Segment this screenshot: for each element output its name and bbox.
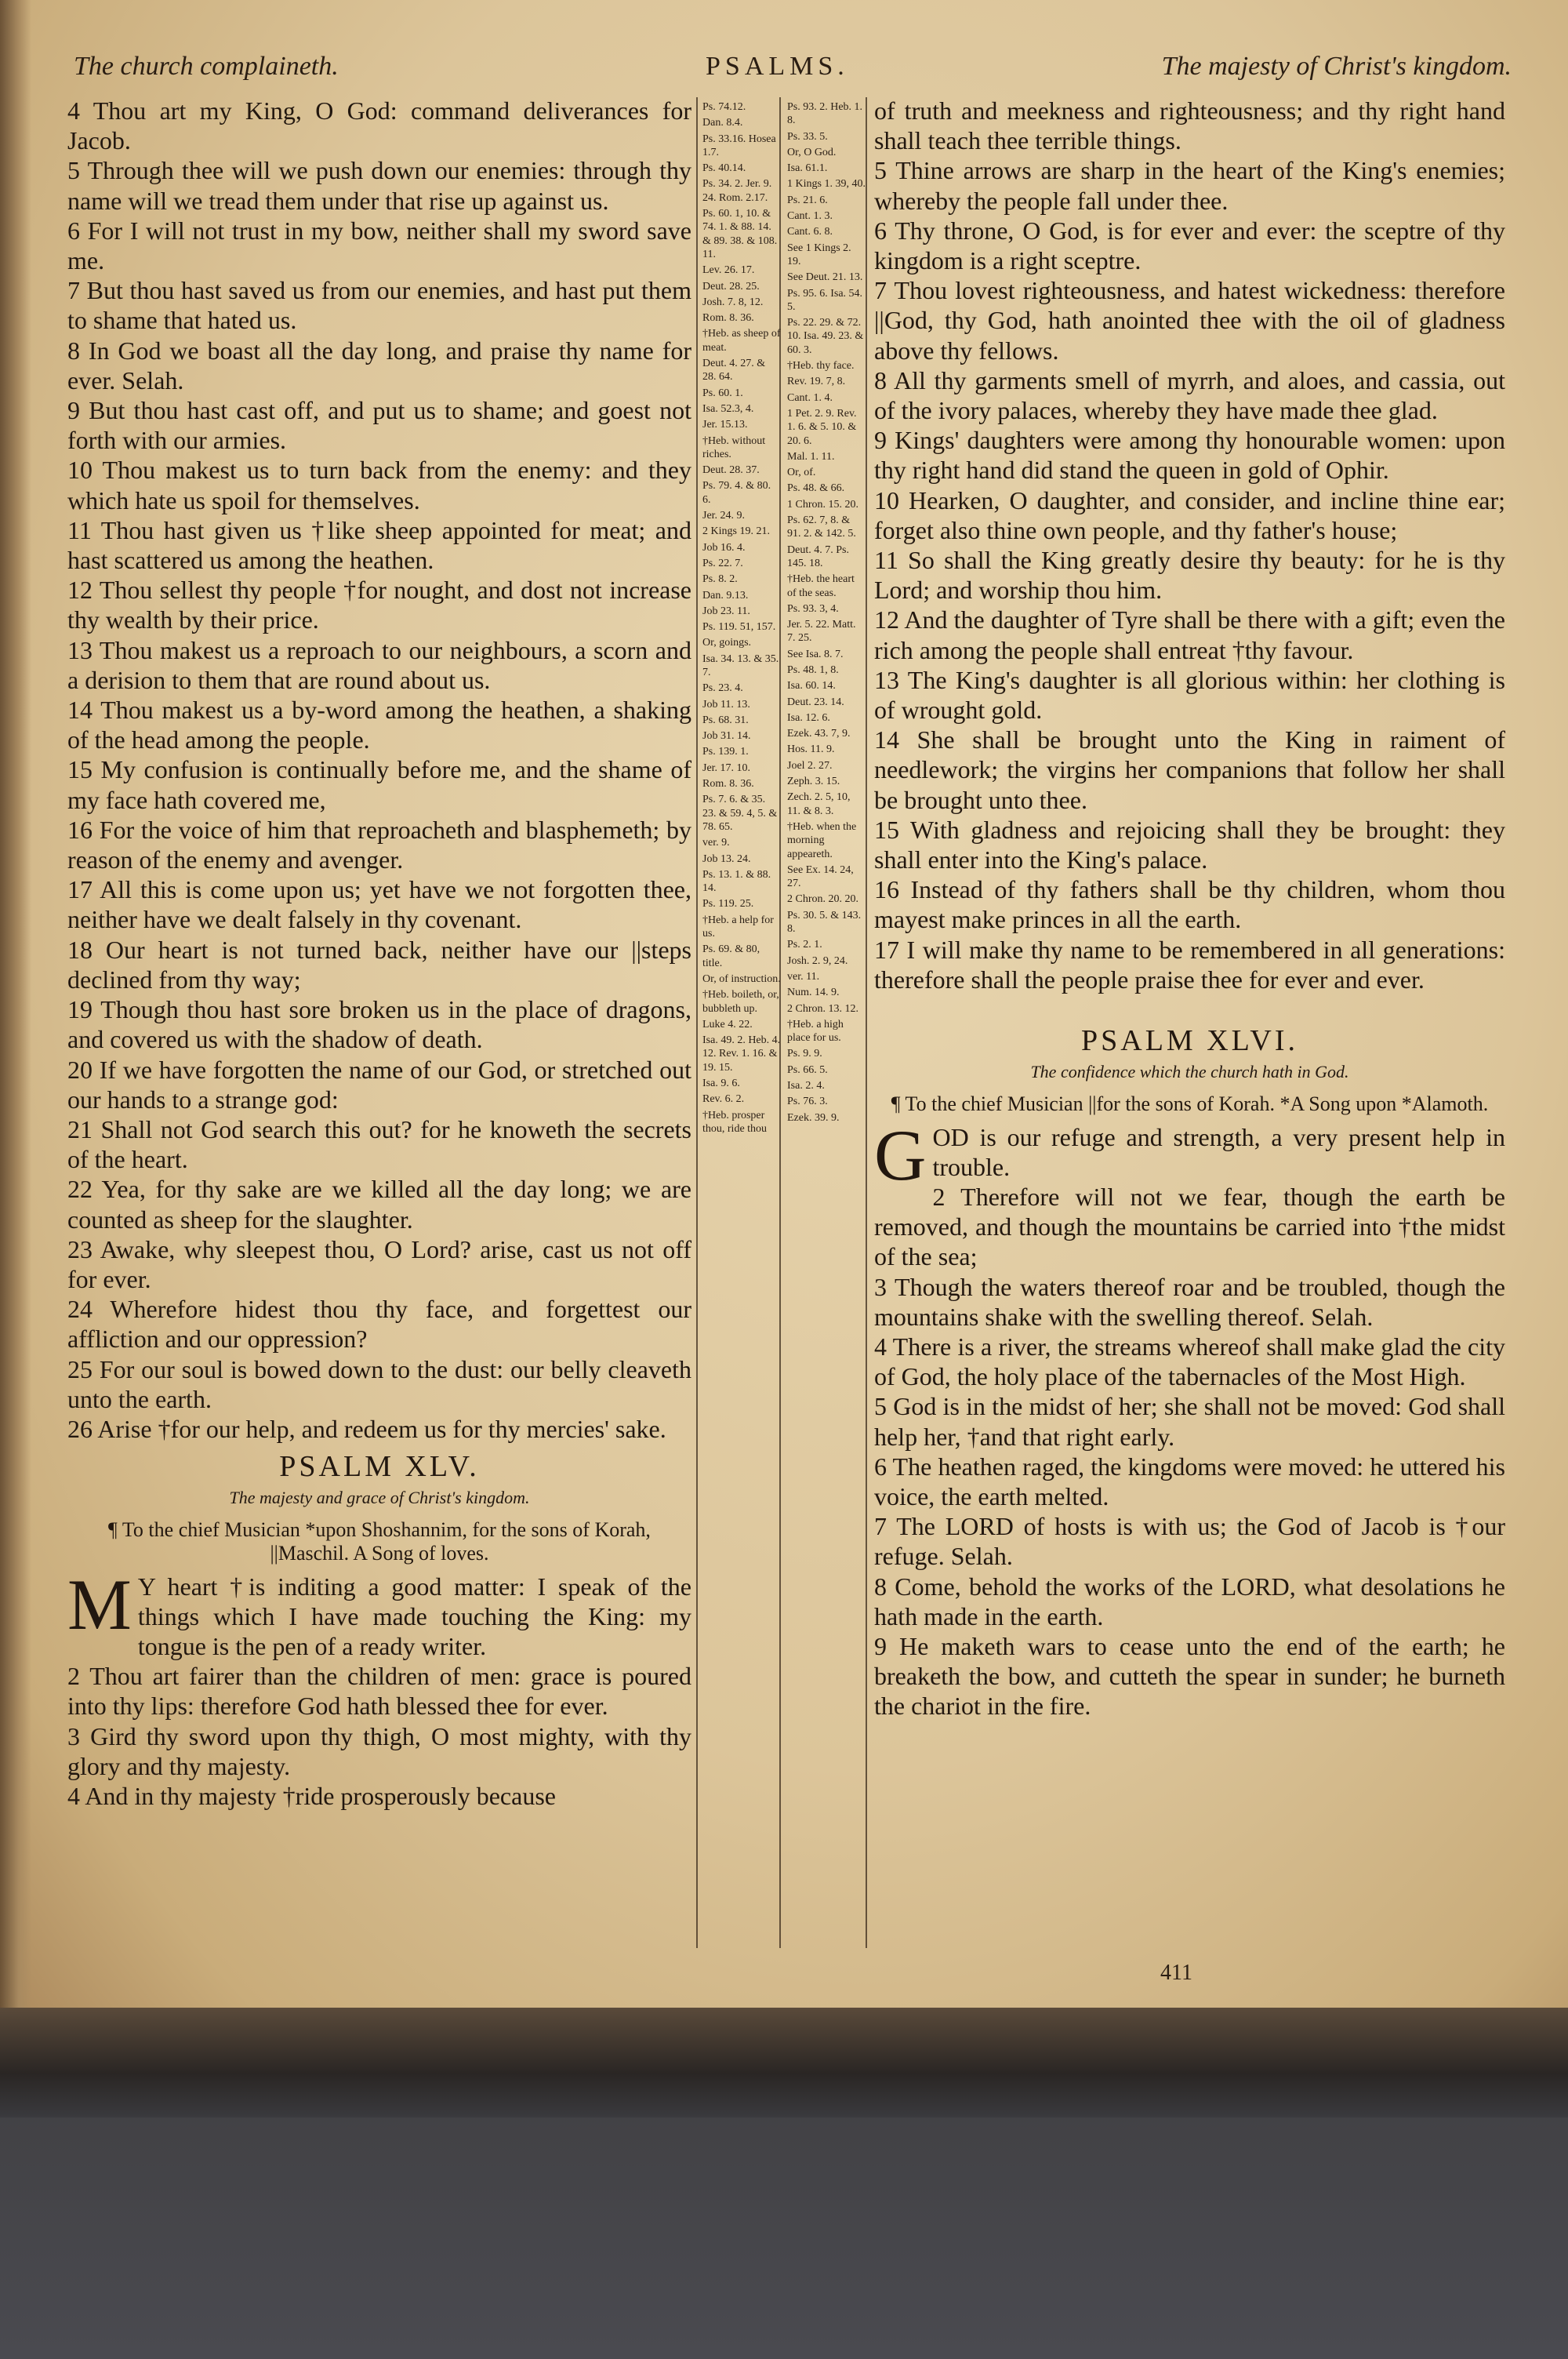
column-rule [696, 97, 698, 1948]
cross-reference: Luke 4. 22. [702, 1018, 753, 1030]
verse: 6 The heathen raged, the kingdoms were moved: he uttered his voice, the earth melted. [874, 1452, 1505, 1510]
cross-reference: Cant. 6. 8. [787, 226, 833, 238]
cross-reference: Job 23. 11. [702, 605, 750, 617]
running-head-right: The majesty of Christ's kingdom. [1161, 52, 1512, 81]
cross-reference: Jer. 5. 22. Matt. 7. 25. [787, 619, 856, 645]
cross-reference: Isa. 12. 6. [787, 711, 830, 724]
cross-reference: Isa. 61.1. [787, 162, 828, 175]
cross-reference: See Ex. 14. 24, 27. [787, 863, 854, 890]
cross-reference: Ps. 13. 1. & 88. 14. [702, 868, 771, 895]
cross-reference: Isa. 9. 6. [702, 1078, 740, 1089]
cross-reference: Deut. 4. 27. & 28. 64. [702, 358, 766, 383]
cross-reference: Ps. 22. 7. [702, 557, 743, 569]
cross-reference: Mal. 1. 11. [787, 450, 835, 463]
cross-reference: Ps. 60. 1. [702, 387, 743, 399]
verse: 4 And in thy majesty †ride prosperously because [67, 1781, 556, 1810]
verse: 14 Thou makest us a by-word among the heathen, a shaking of the head among the people. [67, 696, 691, 754]
verse: 7 Thou lovest righteousness, and hatest wickedness: therefore ||God, thy God, hath anointed thee with the oil of gladness above thy fellows. [874, 276, 1505, 365]
cross-reference: Deut. 23. 14. [787, 696, 844, 708]
psalm-inscription: ¶ To the chief Musician *upon Shoshannim, for the sons of Korah, ||Maschil. A Song of loves. [108, 1518, 651, 1565]
cross-reference: †Heb. a help for us. [702, 914, 774, 940]
verse-list-psalm44 [67, 96, 691, 1444]
verse: 5 Through thee will we push down our enemies: through thy name will we tread them under that rise up against us. [67, 156, 691, 215]
cross-reference: Job 13. 24. [702, 852, 751, 865]
cross-reference: Ezek. 43. 7, 9. [787, 728, 851, 740]
verse: of truth and meekness and righteousness; and thy right hand shall teach thee terrible things. [874, 96, 1505, 155]
cross-reference: Cant. 1. 3. [787, 210, 833, 223]
verse: 24 Wherefore hidest thou thy face, and forgettest our affliction and our oppression? [67, 1295, 691, 1354]
cross-reference: Ps. 66. 5. [787, 1063, 828, 1076]
cross-reference: 2 Chron. 13. 12. [787, 1002, 858, 1015]
cross-reference: Ps. 21. 6. [787, 194, 828, 206]
verse: 11 Thou hast given us †like sheep appointed for meat; and hast scattered us among the heathen. [67, 515, 691, 575]
verse-list-psalm45-cont [874, 96, 1505, 994]
cross-reference: Hos. 11. 9. [787, 743, 835, 756]
drop-cap: G [874, 1114, 927, 1195]
cross-reference: See Isa. 8. 7. [787, 648, 844, 660]
cross-reference: Job 16. 4. [702, 541, 746, 554]
verse-list-psalm46 [874, 1182, 1505, 1721]
cross-reference: Isa. 34. 13. & 35. 7. [702, 652, 779, 678]
verse: 5 God is in the midst of her; she shall not be moved: God shall help her, †and that right early. [874, 1392, 1505, 1451]
verse: 22 Yea, for thy sake are we killed all the day long; we are counted as sheep for the slaughter. [67, 1175, 691, 1234]
cross-reference: Ps. 33. 5. [787, 130, 828, 143]
cross-reference-column [787, 100, 866, 1127]
cross-reference: Ps. 48. 1, 8. [787, 663, 839, 676]
page-number: 411 [1160, 1961, 1192, 1985]
cross-reference: ver. 9. [702, 837, 730, 849]
cross-reference: Rom. 8. 36. [702, 312, 754, 325]
cross-reference: ver. 11. [787, 970, 820, 983]
cross-reference: Ps. 7. 6. & 35. 23. & 59. 4, 5. & 78. 65. [702, 794, 778, 833]
cross-reference: Ps. 33.16. Hosea 1.7. [702, 133, 776, 158]
cross-reference: Dan. 8.4. [702, 117, 743, 129]
verse: 13 The King's daughter is all glorious within: her clothing is of wrought gold. [874, 665, 1505, 725]
psalm-opening-verse [67, 1564, 691, 1662]
desk-shadow [0, 2008, 1568, 2117]
cross-reference: †Heb. as sheep of meat. [702, 328, 781, 354]
psalm-heading: PSALM XLVI. [1081, 1024, 1298, 1058]
cross-reference: †Heb. thy face. [787, 360, 855, 373]
verse: 19 Though thou hast sore broken us in the place of dragons, and covered us with the shadow of death. [67, 995, 691, 1054]
psalm-summary: The confidence which the church hath in God. [1030, 1062, 1349, 1082]
cross-reference: Ps. 69. & 80, title. [702, 943, 760, 969]
cross-reference: Ps. 76. 3. [787, 1096, 828, 1108]
cross-reference: Ps. 119. 51, 157. [702, 621, 776, 634]
cross-reference: †Heb. prosper thou, ride thou [702, 1109, 768, 1135]
cross-reference: Ps. 74.12. [702, 101, 746, 113]
cross-reference: Ps. 95. 6. Isa. 54. 5. [787, 287, 863, 313]
cross-reference: Zech. 2. 5, 10, 11. & 8. 3. [787, 791, 851, 817]
cross-reference: Job 11. 13. [702, 698, 750, 711]
cross-reference: Isa. 60. 14. [787, 680, 836, 692]
verse: 25 For our soul is bowed down to the dust: our belly cleaveth unto the earth. [67, 1354, 691, 1413]
cross-reference: Ps. 139. 1. [702, 746, 749, 758]
cross-reference: See 1 Kings 2. 19. [787, 242, 851, 267]
verse: 4 Thou art my King, O God: command deliverances for Jacob. [67, 96, 691, 155]
verse: 7 The LORD of hosts is with us; the God of Jacob is †our refuge. Selah. [874, 1512, 1505, 1571]
cross-reference: Rom. 8. 36. [702, 778, 754, 791]
cross-reference: 2 Kings 19. 21. [702, 525, 770, 538]
verse: 12 And the daughter of Tyre shall be there with a gift; even the rich among the people shall entreat †thy favour. [874, 605, 1505, 664]
cross-reference: 2 Chron. 20. 20. [787, 893, 858, 906]
cross-reference: Isa. 2. 4. [787, 1080, 825, 1092]
verse-text: OD is our refuge and strength, a very present help in trouble. [932, 1122, 1505, 1181]
cross-reference: Ps. 22. 29. & 72. 10. Isa. 49. 23. & 60. 3. [787, 317, 864, 356]
cross-reference: Ps. 34. 2. Jer. 9. 24. Rom. 2.17. [702, 178, 772, 204]
verse: 11 So shall the King greatly desire thy beauty: for he is thy Lord; and worship thou him. [874, 546, 1505, 605]
verse-list-psalm45 [67, 1661, 691, 1811]
cross-reference: †Heb. a high place for us. [787, 1018, 844, 1045]
cross-reference: Deut. 4. 7. Ps. 145. 18. [787, 543, 849, 569]
cross-reference: †Heb. the heart of the seas. [787, 573, 855, 599]
verse: 9 But thou hast cast off, and put us to shame; and goest not forth with our armies. [67, 396, 691, 455]
cross-reference: Or, goings. [702, 637, 752, 649]
verse: 3 Gird thy sword upon thy thigh, O most mighty, with thy glory and thy majesty. [67, 1721, 691, 1780]
verse: 8 Come, behold the works of the LORD, what desolations he hath made in the earth. [874, 1572, 1505, 1630]
cross-reference: See Deut. 21. 13. [787, 271, 863, 284]
cross-reference: Ps. 62. 7, 8. & 91. 2. & 142. 5. [787, 514, 856, 540]
cross-reference: Ps. 40.14. [702, 162, 746, 175]
cross-reference: Ps. 23. 4. [702, 682, 743, 695]
verse: 4 There is a river, the streams whereof shall make glad the city of God, the holy place of the tabernacles of the Most High. [874, 1332, 1505, 1391]
cross-reference: Or, of instruction. [702, 972, 781, 985]
cross-reference: 1 Pet. 2. 9. Rev. 1. 6. & 5. 10. & 20. 6. [787, 407, 857, 447]
verse: 26 Arise †for our help, and redeem us for thy mercies' sake. [67, 1414, 666, 1443]
cross-reference: Rev. 6. 2. [702, 1093, 745, 1106]
psalm-inscription: ¶ To the chief Musician ||for the sons of Korah. *A Song upon *Alamoth. [891, 1092, 1489, 1115]
verse: 3 Though the waters thereof roar and be troubled, though the mountains shake with the swelling thereof. Selah. [874, 1272, 1505, 1331]
cross-reference: Ps. 68. 31. [702, 714, 749, 726]
cross-reference: †Heb. boileth, or, bubbleth up. [702, 989, 779, 1015]
cross-reference: Cant. 1. 4. [787, 391, 833, 404]
book-gutter [0, 0, 31, 2039]
cross-reference: Jer. 24. 9. [702, 510, 746, 522]
verse: 20 If we have forgotten the name of our God, or stretched out our hands to a strange god: [67, 1055, 691, 1114]
verse: 16 For the voice of him that reproacheth and blasphemeth; by reason of the enemy and avenger. [67, 815, 691, 874]
verse: 9 He maketh wars to cease unto the end of the earth; he breaketh the bow, and cutteth the spear in sunder; he burneth the chariot in the fire. [874, 1631, 1505, 1721]
cross-reference: †Heb. when the morning appeareth. [787, 820, 857, 860]
verse: 6 For I will not trust in my bow, neither shall my sword save me. [67, 216, 691, 275]
verse: 15 With gladness and rejoicing shall they be brought: they shall enter into the King's palace. [874, 815, 1505, 874]
cross-reference: Ps. 9. 9. [787, 1048, 822, 1060]
cross-reference: Ps. 79. 4. & 80. 6. [702, 480, 771, 506]
left-text-column [67, 96, 691, 1811]
cross-reference: Rev. 19. 7, 8. [787, 376, 846, 388]
cross-reference: Ps. 119. 25. [702, 898, 754, 911]
verse: 8 In God we boast all the day long, and praise thy name for ever. Selah. [67, 336, 691, 394]
verse: 16 Instead of thy fathers shall be thy children, whom thou mayest make princes in all the earth. [874, 875, 1505, 934]
cross-reference: Dan. 9.13. [702, 589, 749, 602]
column-rule [866, 97, 867, 1948]
cross-reference: Josh. 2. 9, 24. [787, 954, 848, 967]
cross-reference: 1 Kings 1. 39, 40. [787, 178, 866, 191]
cross-reference: Jer. 15.13. [702, 419, 748, 431]
cross-reference: Jer. 17. 10. [702, 761, 751, 774]
cross-reference: Ps. 48. & 66. [787, 482, 845, 495]
verse: 10 Thou makest us to turn back from the enemy: and they which hate us spoil for themselves. [67, 456, 691, 514]
verse: 13 Thou makest us a reproach to our neighbours, a scorn and a derision to them that are round about us. [67, 635, 691, 694]
verse: 23 Awake, why sleepest thou, O Lord? arise, cast us not off for ever. [67, 1234, 691, 1293]
drop-cap: M [67, 1564, 132, 1645]
cross-reference: 1 Chron. 15. 20. [787, 498, 858, 511]
cross-reference: Joel 2. 27. [787, 759, 833, 772]
cross-reference: Ps. 93. 2. Heb. 1. 8. [787, 101, 863, 127]
cross-reference: Ps. 8. 2. [702, 573, 738, 586]
cross-reference: Deut. 28. 25. [702, 280, 760, 293]
verse: 18 Our heart is not turned back, neither have our ||steps declined from thy way; [67, 935, 691, 994]
verse: 17 All this is come upon us; yet have we not forgotten thee, neither have we dealt falsely in thy covenant. [67, 875, 691, 934]
verse: 7 But thou hast saved us from our enemies, and hast put them to shame that hated us. [67, 276, 691, 335]
verse: 15 My confusion is continually before me, and the shame of my face hath covered me, [67, 755, 691, 814]
verse: 10 Hearken, O daughter, and consider, and incline thine ear; forget also thine own people, and thy father's house; [874, 485, 1505, 544]
verse-text: Y heart †is inditing a good matter: I speak of the things which I have made touching the King: my tongue is the pen of a ready writer. [137, 1572, 691, 1660]
verse: 12 Thou sellest thy people †for nought, and dost not increase thy wealth by their price. [67, 576, 691, 634]
psalm-heading: PSALM XLV. [279, 1450, 480, 1484]
psalm-opening-verse [874, 1114, 1505, 1195]
cross-reference: Ezek. 39. 9. [787, 1111, 840, 1124]
cross-reference: Deut. 28. 37. [702, 464, 760, 477]
cross-reference: Ps. 60. 1, 10. & 74. 1. & 88. 14. & 89. 38. & 108. 11. [702, 208, 778, 260]
verse: 2 Therefore will not we fear, though the earth be removed, and though the mountains be carried into †the midst of the sea; [874, 1182, 1505, 1271]
cross-reference: Isa. 49. 2. Heb. 4. 12. Rev. 1. 16. & 19. 15. [702, 1034, 781, 1074]
running-head-left: The church complaineth. [74, 52, 339, 81]
verse: 21 Shall not God search this out? for he knoweth the secrets of the heart. [67, 1114, 691, 1174]
verse: 6 Thy throne, O God, is for ever and ever: the sceptre of thy kingdom is a right sceptre. [874, 216, 1505, 275]
verse: 9 Kings' daughters were among thy honourable women: upon thy right hand did stand the queen in gold of Ophir. [874, 426, 1505, 485]
verse: 14 She shall be brought unto the King in raiment of needlework; the virgins her companions that follow her shall be brought unto thee. [874, 725, 1505, 814]
cross-reference: Josh. 7. 8, 12. [702, 296, 764, 308]
cross-reference: Job 31. 14. [702, 730, 751, 743]
running-head-book: PSALMS. [706, 52, 849, 81]
cross-reference: Lev. 26. 17. [702, 264, 755, 277]
verse: 8 All thy garments smell of myrrh, and aloes, and cassia, out of the ivory palaces, whereby they have made thee glad. [874, 365, 1505, 425]
psalm-summary: The majesty and grace of Christ's kingdom. [229, 1488, 530, 1508]
verse: 5 Thine arrows are sharp in the heart of the King's enemies; whereby the people fall under thee. [874, 156, 1505, 215]
cross-reference: Ps. 93. 3, 4. [787, 602, 839, 615]
verse: 2 Thou art fairer than the children of men: grace is poured into thy lips: therefore God hath blessed thee for ever. [67, 1662, 691, 1721]
cross-reference: Zeph. 3. 15. [787, 776, 840, 788]
verse: 17 I will make thy name to be remembered in all generations: therefore shall the people praise thee for ever and ever. [874, 935, 1505, 994]
cross-reference-column [702, 100, 781, 1138]
right-text-column [874, 96, 1505, 1721]
cross-reference: Num. 14. 9. [787, 987, 840, 999]
cross-reference: Or, O God. [787, 146, 837, 158]
cross-reference: Ps. 30. 5. & 143. 8. [787, 909, 862, 936]
cross-reference: †Heb. without riches. [702, 434, 766, 460]
cross-reference: Ps. 2. 1. [787, 939, 822, 951]
cross-reference: Isa. 52.3, 4. [702, 402, 754, 415]
cross-reference: Or, of. [787, 467, 816, 479]
